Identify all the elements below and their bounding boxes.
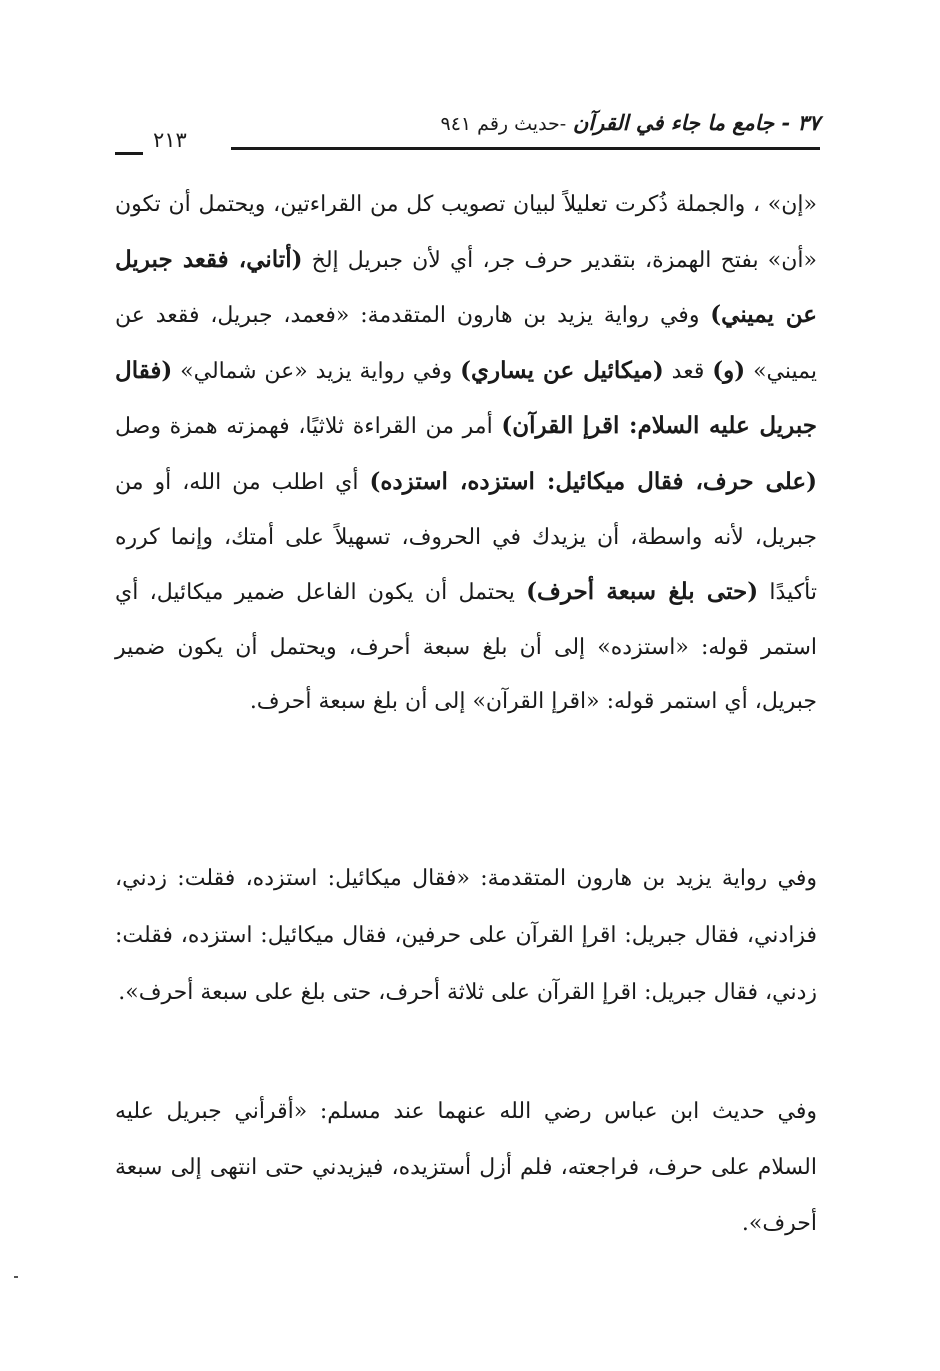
paragraph-1	[115, 178, 817, 730]
text-segment: وفي رواية يزيد بن هارون المتقدمة: «فقال ميكائيل: استزده، فقلت: زدني، فزادني، فقال جبريل: اقرإ القرآن على حرفين، فقال ميكائيل: استزده، فقلت: زدني، فقال جبريل: اقرإ القرآن على ثلاثة أحرف، حتى بلغ على سبعة أحرف».	[115, 866, 817, 1005]
paragraph-text	[115, 850, 817, 1021]
text-segment: وفي حديث ابن عباس رضي الله عنهما عند مسلم: «أقرأني جبريل عليه السلام على حرف، فراجعته، فلم أزل أستزيده، فيزيدني حتى انتهى إلى سبعة أحرف».	[115, 1099, 817, 1236]
scan-margin-mark	[14, 1276, 18, 1278]
header-title	[441, 110, 820, 135]
paragraph-text	[115, 178, 817, 730]
hadith-reference: -حديث رقم ٩٤١	[440, 113, 567, 135]
paragraph-2	[115, 850, 817, 1021]
bold-quote-segment: (فقال جبريل عليه السلام: اقرإ القرآن)	[115, 356, 817, 440]
text-segment: أمر من القراءة ثلاثيًا، فهمزته همزة وصل	[115, 414, 502, 440]
bold-quote-segment: (و)	[712, 356, 746, 384]
bold-quote-segment: (حتى بلغ سبعة أحرف)	[526, 578, 759, 606]
text-segment: يحتمل أن يكون الفاعل ضمير ميكائيل، أي استمر قوله: «استزده» إلى أن بلغ سبعة أحرف، ويحتمل أن يكون ضمير جبريل، أي استمر قوله: «اقرإ القرآن» إلى أن بلغ سبعة أحرف.	[115, 580, 817, 715]
header-rule	[231, 147, 820, 150]
page-number: ٢١٣	[153, 128, 187, 152]
page-number-dash	[115, 152, 143, 155]
text-segment: قعد	[663, 358, 713, 384]
text-segment: وفي رواية يزيد «عن شمالي»	[172, 358, 461, 384]
text-segment: «إن» ، والجملة ذُكرت تعليلاً لبيان تصويب كل من القراءتين، ويحتمل أن تكون «أن» بفتح الهمزة، بتقدير حرف جر، أي لأن جبريل إلخ	[115, 192, 817, 273]
text-segment: وفي رواية يزيد بن هارون المتقدمة: «فعمد، جبريل، فقعد عن يميني»	[115, 303, 817, 384]
bold-quote-segment: (على حرف، فقال ميكائيل: استزده، استزده)	[369, 467, 818, 495]
chapter-title: ٣٧ - جامع ما جاء في القرآن	[572, 110, 820, 135]
paragraph-text	[115, 1084, 817, 1252]
bold-quote-segment: (ميكائيل عن يساري)	[460, 356, 664, 384]
bold-quote-segment: (أتاني، فقعد جبريل عن يميني)	[115, 245, 817, 329]
paragraph-3	[115, 1084, 817, 1252]
running-header	[115, 104, 820, 156]
text-segment: أي اطلب من الله، أو من جبريل، لأنه واسطة، أن يزيدك في الحروف، تسهيلاً على أمتك، وإنما كرره تأكيدًا	[115, 469, 818, 606]
